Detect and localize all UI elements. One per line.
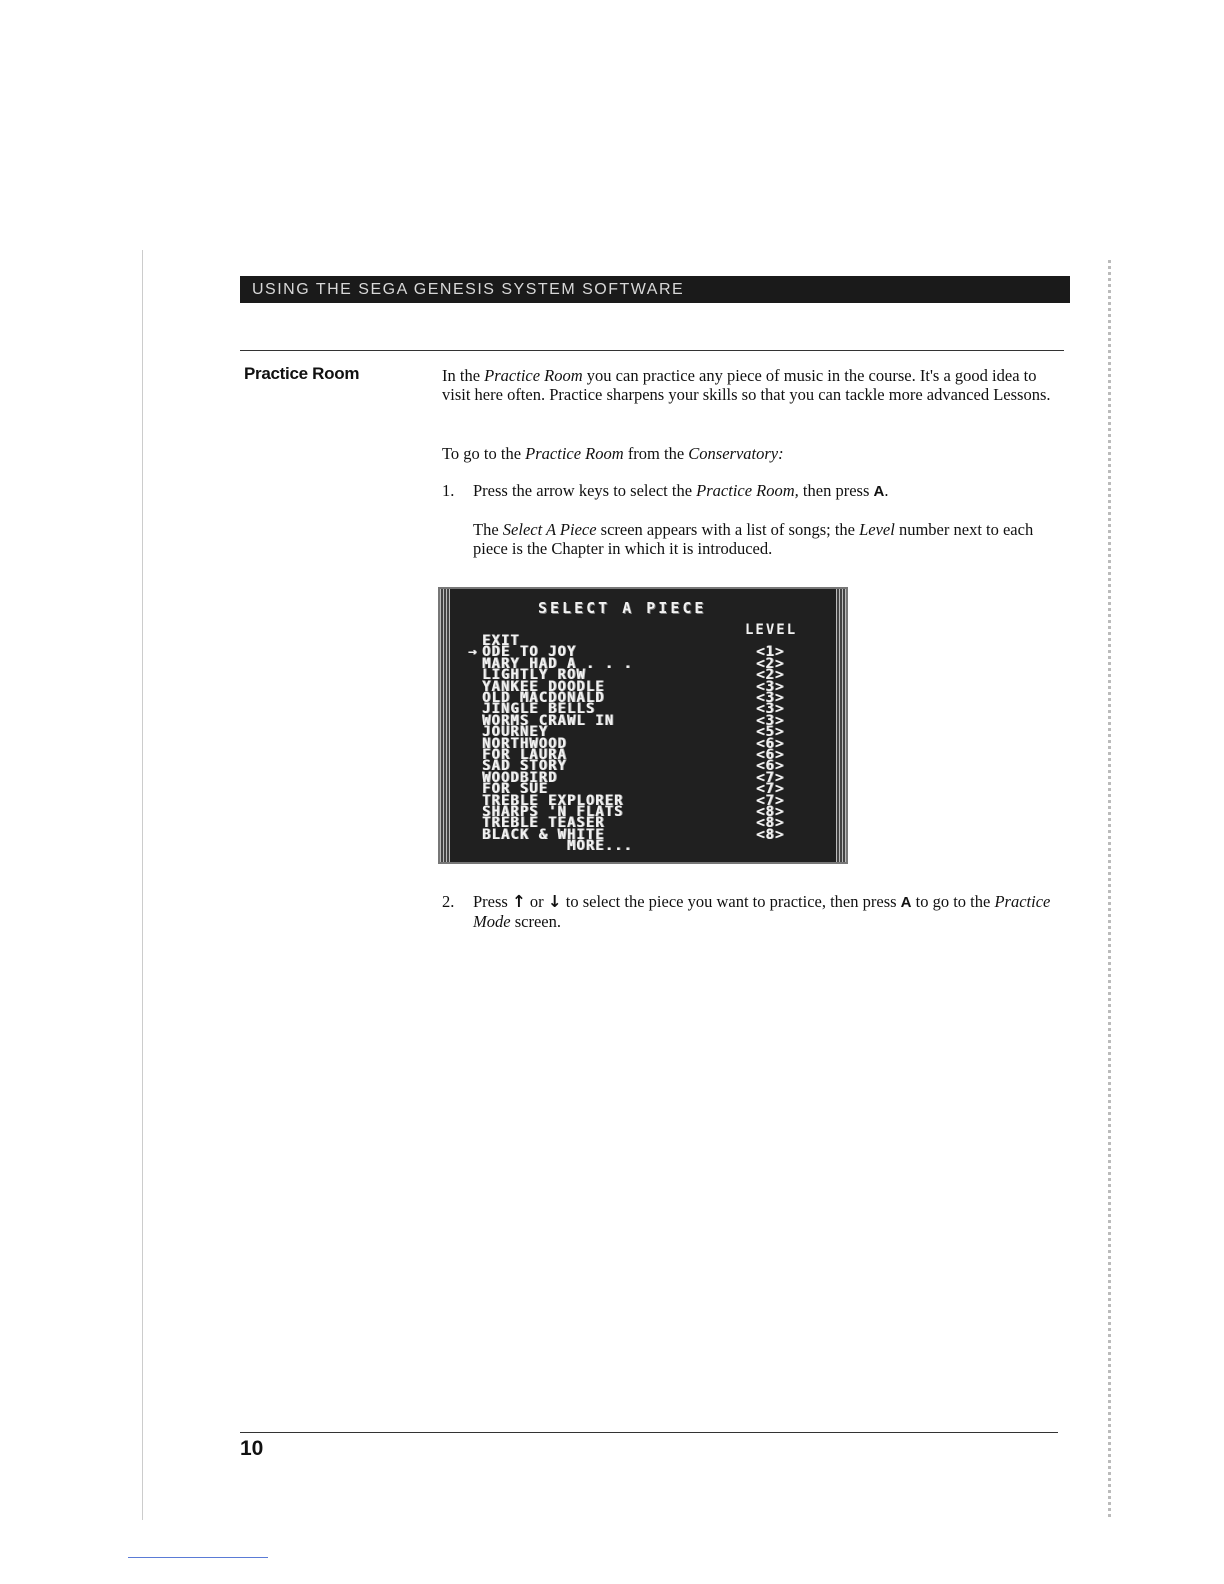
piece-level: <8> (756, 826, 785, 843)
step-text (473, 892, 1063, 931)
piece-level: <3> (756, 701, 785, 718)
piece-name: MARY HAD A . . . (482, 655, 633, 672)
piece-level: <5> (756, 724, 785, 741)
a-key: A (873, 483, 885, 500)
instruction-text-b: from the (623, 444, 689, 463)
instruction-text-a: To go to the (442, 444, 526, 463)
screen-title: SELECT A PIECE (538, 599, 707, 617)
desc-emphasis-2: Level (859, 520, 895, 539)
piece-name: YANKEE DOODLE (482, 678, 605, 695)
piece-level: <8> (756, 804, 785, 820)
desc-text-c: number next to each piece is the Chapter in which it is introduced. (473, 520, 1034, 558)
intro-text-b: you can practice any piece of music in the course. It's a good idea to visit here often. Practice sharpens your skills so that you can tackle more advanced Lessons. (442, 366, 1051, 404)
step-text-c: . (884, 481, 889, 500)
piece-name: MORE... (482, 838, 633, 855)
piece-level: <3> (756, 678, 785, 695)
piece-name: EXIT (482, 633, 520, 649)
up-arrow-icon: ↑ (511, 892, 526, 911)
page-number: 10 (240, 1437, 264, 1460)
piece-level: <7> (756, 769, 785, 786)
piece-name: WORMS CRAWL IN (482, 712, 615, 729)
piece-name: JOURNEY (482, 724, 549, 741)
piece-name: ODE TO JOY (482, 644, 577, 661)
piece-name: OLD MACDONALD (482, 690, 605, 706)
instruction-emphasis-2: Conservatory: (688, 444, 784, 463)
step-text-a: Press the arrow keys to select the (473, 481, 697, 500)
instruction-emphasis-1: Practice Room (525, 444, 624, 463)
section-heading: Practice Room (244, 364, 360, 383)
step-text-b: then press (798, 481, 874, 500)
section-header-bar: USING THE SEGA GENESIS SYSTEM SOFTWARE (240, 276, 1070, 303)
piece-level: <3> (756, 690, 785, 706)
piece-name: JINGLE BELLS (482, 701, 596, 718)
piece-name: TREBLE TEASER (482, 815, 605, 832)
piece-name: BLACK & WHITE (482, 826, 605, 843)
piece-name: LIGHTLY ROW (482, 667, 586, 684)
step-number: 2. (442, 892, 455, 911)
intro-paragraph (442, 366, 1067, 404)
screen-edge-right (836, 589, 846, 862)
step-text (473, 481, 1063, 501)
piece-level: <6> (756, 758, 785, 775)
piece-name: WOODBIRD (482, 769, 558, 786)
piece-level: <2> (756, 655, 785, 672)
step-number: 1. (442, 481, 455, 500)
intro-emphasis: Practice Room (484, 366, 583, 385)
step-text-b: or (525, 892, 548, 911)
desc-text-b: screen appears with a list of songs; the (596, 520, 860, 539)
piece-name: SHARPS 'N FLATS (482, 804, 624, 820)
selection-arrow-icon: → (468, 644, 477, 661)
step-text-a: Press (473, 892, 512, 911)
a-key: A (900, 894, 912, 911)
select-a-piece-screenshot (438, 587, 848, 864)
piece-level: <2> (756, 667, 785, 684)
piece-name: NORTHWOOD (482, 735, 567, 752)
piece-name: TREBLE EXPLORER (482, 792, 624, 809)
step-emphasis: Practice Mode (473, 892, 1051, 931)
level-column-header: LEVEL (745, 622, 798, 638)
piece-level: <1> (756, 644, 785, 661)
page-edge-left (142, 250, 143, 1520)
piece-level: <6> (756, 735, 785, 752)
bottom-rule (240, 1432, 1058, 1433)
piece-name: FOR SUE (482, 781, 549, 798)
piece-level: <6> (756, 747, 785, 763)
page-edge-right (1108, 260, 1111, 1520)
edge-mark (128, 1557, 268, 1558)
piece-name: FOR LAURA (482, 747, 567, 763)
intro-text-a: In the (442, 366, 485, 385)
instruction-paragraph (442, 444, 1067, 463)
step-1-description (473, 520, 1063, 558)
piece-level: <7> (756, 792, 785, 809)
step-text-d: to go to the (911, 892, 995, 911)
desc-emphasis-1: Select A Piece (502, 520, 597, 539)
step-emphasis: Practice Room, (696, 481, 799, 500)
piece-level: <3> (756, 712, 785, 729)
step-text-c: to select the piece you want to practice, then press (561, 892, 901, 911)
piece-level: <8> (756, 815, 785, 832)
screen-edge-left (440, 589, 450, 862)
step-text-e: screen. (510, 912, 561, 931)
down-arrow-icon: ↓ (547, 892, 562, 911)
piece-row (468, 840, 828, 853)
piece-level: <7> (756, 781, 785, 798)
top-rule (240, 350, 1064, 351)
piece-name: SAD STORY (482, 758, 567, 775)
desc-text-a: The (473, 520, 503, 539)
